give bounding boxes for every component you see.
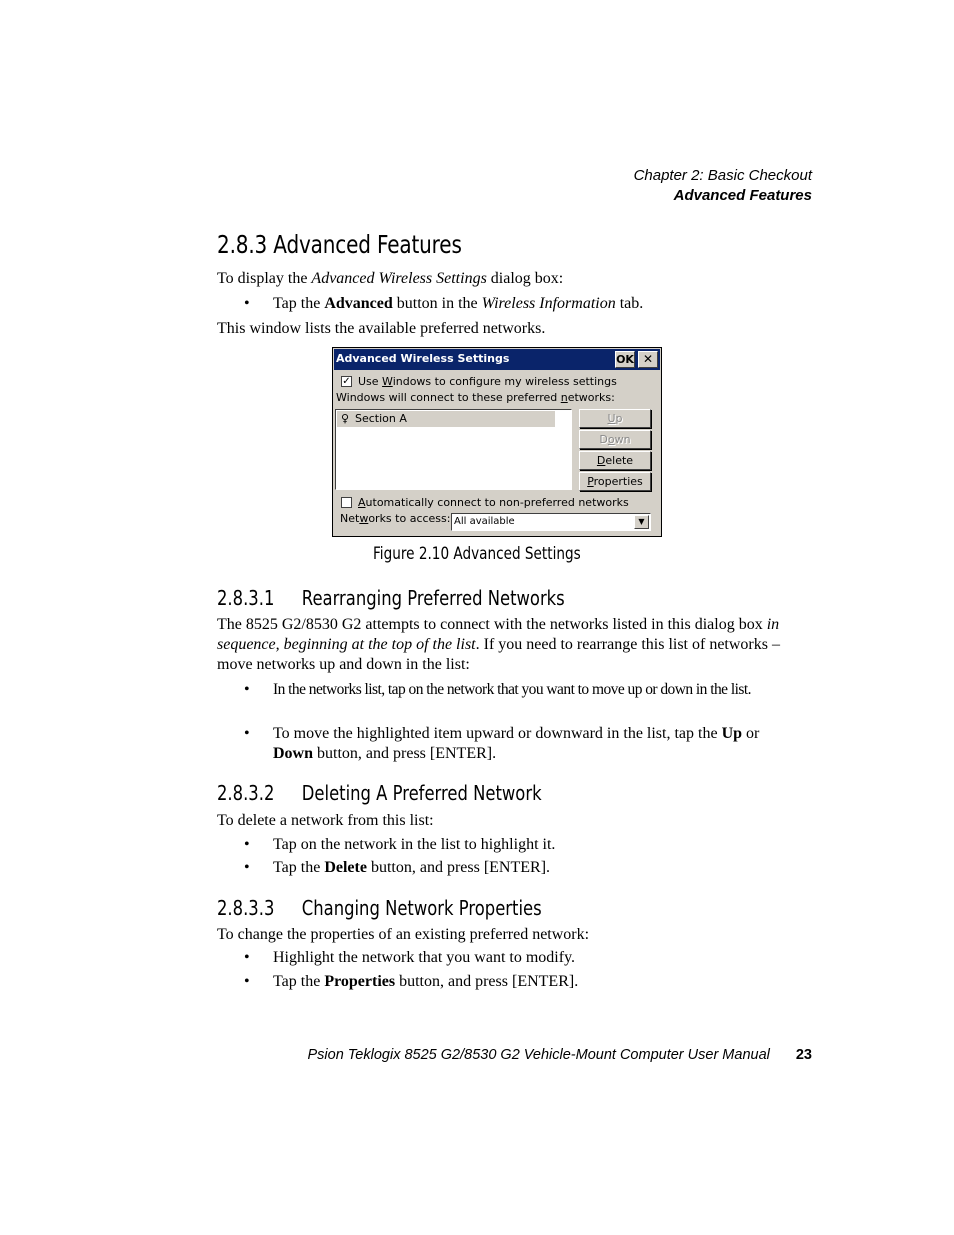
running-header — [634, 166, 812, 206]
manual-title: Psion Teklogix 8525 G2/8530 G2 Vehicle-Mount Computer User Manual — [307, 1047, 770, 1063]
preferred-networks-list[interactable] — [335, 409, 572, 490]
up-button[interactable]: Up — [579, 409, 651, 428]
bullet: • — [244, 973, 250, 990]
network-name: Section A — [355, 412, 407, 425]
list-item: • Tap the Advanced button in the Wireless Information tab. — [244, 295, 644, 312]
networks-to-access-select[interactable] — [451, 513, 651, 531]
bullet: • — [244, 681, 250, 698]
paragraph: This window lists the available preferred networks. — [217, 320, 546, 337]
select-value: All available — [454, 516, 515, 527]
list-item: • In the networks list, tap on the network that you want to move up or down in the list. — [244, 681, 751, 698]
down-button[interactable]: Down — [579, 430, 651, 449]
section-title: Advanced Features — [673, 187, 812, 204]
list-item[interactable] — [337, 411, 555, 427]
bullet: • — [244, 949, 250, 966]
advanced-wireless-settings-dialog — [332, 347, 662, 537]
bullet: • — [244, 836, 250, 853]
use-windows-label: Use Windows to configure my wireless settings — [358, 375, 617, 388]
bullet: • — [244, 859, 250, 876]
bullet: • — [244, 725, 250, 742]
auto-connect-label: Automatically connect to non-preferred networks — [358, 496, 629, 509]
ok-button[interactable]: OK — [616, 353, 634, 366]
list-item: • Tap the Properties button, and press [ENTER]. — [244, 973, 579, 990]
chapter-title: Chapter 2: Basic Checkout — [633, 167, 812, 184]
properties-button[interactable]: Properties — [579, 472, 651, 491]
section-heading: 2.8.3 Advanced Features — [217, 230, 462, 259]
auto-connect-checkbox[interactable] — [341, 497, 352, 508]
subsection-heading: 2.8.3.1 Rearranging Preferred Networks — [217, 586, 565, 610]
intro-paragraph: To display the Advanced Wireless Settings dialog box: — [217, 270, 564, 287]
dialog-title: Advanced Wireless Settings — [336, 352, 510, 365]
page-number: 23 — [795, 1047, 812, 1063]
list-item: • Tap the Delete button, and press [ENTER]. — [244, 859, 551, 876]
networks-to-access-label: Networks to access: — [340, 512, 451, 525]
page-footer — [307, 1047, 812, 1063]
close-icon[interactable]: ✕ — [638, 351, 658, 368]
figure-caption: Figure 2.10 Advanced Settings — [373, 544, 581, 564]
list-item: • To move the highlighted item upward or downward in the list, tap the Up or Down button, and press [ENTER]. — [244, 725, 760, 762]
antenna-icon: ♀ — [341, 412, 350, 425]
list-item: • Highlight the network that you want to modify. — [244, 949, 576, 966]
dialog-title-bar — [334, 349, 660, 370]
subsection-heading: 2.8.3.2 Deleting A Preferred Network — [217, 781, 542, 805]
use-windows-checkbox[interactable]: ✓ — [342, 376, 351, 387]
paragraph: To delete a network from this list: — [217, 812, 434, 829]
paragraph: The 8525 G2/8530 G2 attempts to connect with the networks listed in this dialog box in sequence, beginning at the top of the list. If you need to rearrange this list of networks – move networks up and down in the list: — [217, 616, 780, 673]
bullet: • — [244, 295, 250, 312]
preferred-networks-label: Windows will connect to these preferred networks: — [336, 391, 615, 404]
chevron-down-icon[interactable]: ▼ — [634, 515, 649, 529]
subsection-heading: 2.8.3.3 Changing Network Properties — [217, 896, 542, 920]
paragraph: To change the properties of an existing preferred network: — [217, 926, 590, 943]
list-item: • Tap on the network in the list to highlight it. — [244, 836, 556, 853]
delete-button[interactable]: Delete — [579, 451, 651, 470]
